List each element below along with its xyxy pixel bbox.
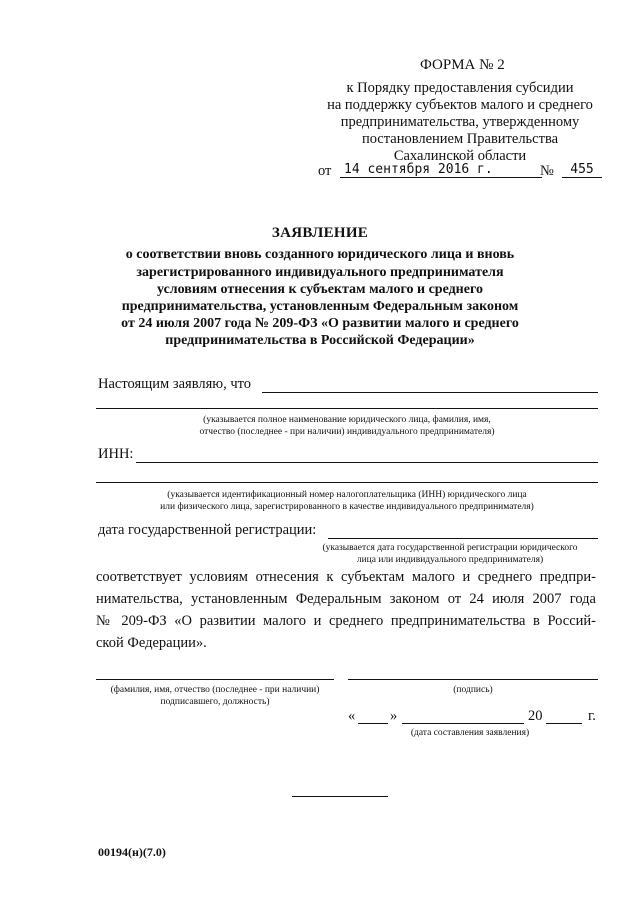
name-note-2: подписавшего, должность) [160, 697, 270, 707]
subtitle-line-3: условиям отнесения к субъектам малого и среднего [157, 282, 483, 297]
year-prefix: 20 [528, 708, 543, 724]
year-line [546, 723, 582, 724]
registration-note-2: лица или индивидуального предпринимателя) [356, 555, 544, 565]
paragraph-line-1: соответствует условиям отнесения к субъектам малого и среднего предпри- [96, 569, 596, 585]
subtitle-line-4: предпринимательства, установленным Федеральным законом [121, 299, 519, 314]
resolution-date-row [318, 163, 608, 183]
declaration-label: Настоящим заявляю, что [98, 376, 252, 392]
form-number: ФОРМА № 2 [420, 57, 505, 73]
day-line [358, 723, 388, 724]
declaration-note-1: (указывается полное наименование юридического лица, фамилия, имя, [203, 415, 491, 425]
close-quote: » [390, 708, 398, 724]
inn-note-1: (указывается идентификационный номер налогоплательщика (ИНН) юридического лица [167, 490, 527, 500]
bottom-divider [292, 796, 388, 797]
resolution-date: 14 сентября 2016 г. [340, 162, 542, 178]
paragraph-line-2: нимательства, установленным Федеральным законом от 24 июля 2007 года [96, 591, 596, 607]
paragraph-line-3: № 209-ФЗ «О развитии малого и среднего предпринимательства в Россий- [96, 613, 596, 629]
open-quote: « [348, 708, 356, 724]
name-note-1: (фамилия, имя, отчество (последнее - при наличии) [110, 685, 320, 695]
application-date-row [348, 708, 610, 728]
paragraph-line-4: ской Федерации». [96, 635, 207, 651]
number-sign: № [540, 163, 554, 179]
registration-note-1: (указывается дата государственной регистрации юридического [322, 543, 578, 553]
subtitle-line-1: о соответствии вновь созданного юридического лица и вновь [125, 247, 515, 262]
signature-line [348, 679, 598, 680]
month-line [402, 723, 524, 724]
registration-label: дата государственной регистрации: [98, 522, 317, 538]
footer-code: 00194(н)(7.0) [98, 845, 166, 859]
declaration-line-2 [96, 408, 598, 409]
registration-line [328, 538, 598, 539]
name-signature-line [96, 679, 334, 680]
subtitle-line-6: предпринимательства в Российской Федерации» [165, 333, 475, 348]
year-suffix: г. [588, 708, 596, 724]
resolution-number: 455 [562, 162, 602, 178]
inn-line-2 [96, 482, 598, 483]
declaration-note-2: отчество (последнее - при наличии) индивидуального предпринимателя) [199, 427, 495, 437]
application-date-note: (дата составления заявления) [410, 728, 530, 738]
subtitle-line-2: зарегистрированного индивидуального предпринимателя [136, 265, 504, 280]
header-line-3: предпринимательства, утвержденному [340, 114, 580, 130]
header-line-2: на поддержку субъектов малого и среднего [327, 97, 593, 113]
header-line-5: Сахалинской области [393, 148, 527, 164]
inn-line-1 [136, 462, 598, 463]
ot-label: от [318, 163, 332, 179]
document-title: ЗАЯВЛЕНИЕ [271, 225, 369, 241]
header-line-4: постановлением Правительства [361, 131, 559, 147]
declaration-line-1 [262, 392, 598, 393]
subtitle-line-5: от 24 июля 2007 года № 209-ФЗ «О развитии малого и среднего [121, 316, 519, 331]
inn-label: ИНН: [98, 446, 134, 462]
inn-note-2: или физического лица, зарегистрированного в качестве индивидуального предпринимателя) [160, 502, 534, 512]
signature-note: (подпись) [453, 685, 493, 695]
header-line-1: к Порядку предоставления субсидии [346, 80, 574, 96]
